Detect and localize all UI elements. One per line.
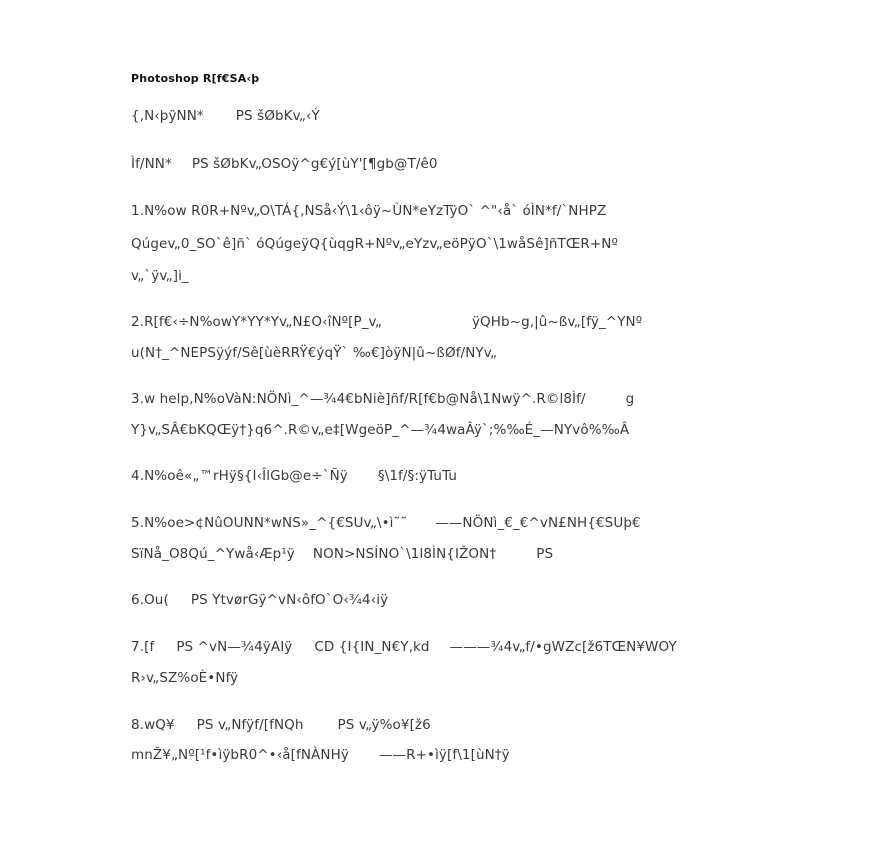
text-span: PS v„Nfÿf/[fNQh xyxy=(196,717,304,733)
text-span: ÿQHb~g‚|û~ßv„[fÿ_^YNº xyxy=(471,314,643,330)
text-span: 2.R[f€‹÷N%owY*YY*Yv„N£O‹îNº[P_v„ xyxy=(131,314,382,330)
text-span: ———¾4v„f/•gWZc[ž6TŒN¥WOY xyxy=(449,639,677,655)
document-title: Photoshop R[f€SA‹þ xyxy=(131,72,260,85)
text-span: PS YtvørGÿ^vN‹ôfO`O‹¾4‹iÿ xyxy=(190,592,389,608)
text-span: SïNå_O8Qú_^Ywå‹Æp¹ÿ xyxy=(131,546,295,562)
text-span: 4.N%oê«„™rHÿ§{I‹ÎlGb@e÷`Ñÿ xyxy=(131,468,348,484)
paragraph-1-line-1: 1.N%ow R0R+Nºv„O\TÁ{,NSå‹Ý\1‹ôÿ~ÙN*eYzTÿO` ^"‹å` óÌN*f/`NHPZ xyxy=(131,203,607,219)
paragraph-intro-1 xyxy=(131,108,320,124)
text-span: ——R+•ìÿ[f\1[ùN†ÿ xyxy=(378,747,510,763)
paragraph-8-line-1 xyxy=(131,717,431,733)
paragraph-1-line-2: Qúgev„0_SO`ê]ñ` óQúgeÿQ{ùqgR+Nºv„eYzv„eöPÿO`\1wåSê]ñTŒR+Nº xyxy=(131,236,618,252)
paragraph-5-line-2 xyxy=(131,546,553,562)
text-span: Ìf/NN* xyxy=(131,156,172,172)
text-span: 3.w help,N%oVàN:NÖNì_^—¾4€bNiè]ñf/R[f€b@Nå\1Nwÿ^.R©l8Ìf/ xyxy=(131,391,586,407)
paragraph-intro-2 xyxy=(131,156,438,172)
paragraph-5-line-1 xyxy=(131,515,641,531)
paragraph-7-line-2: R›v„SZ%oÈ•Nfÿ xyxy=(131,670,239,686)
paragraph-1-line-3: v„`ÿv„]i_ xyxy=(131,268,189,284)
paragraph-4-line-1 xyxy=(131,468,457,484)
text-span: PS ^vN—¾4ÿAIÿ xyxy=(176,639,293,655)
paragraph-3-line-2: Y}v„SÂ€bKQŒÿ†}q6^.R©v„e‡[WgeöP_^—¾4waÂÿ`;%‰É_—NYvô%‰Â xyxy=(131,422,630,438)
text-span: ——NÖNì_€_€^vN£NH{€SUþ€ xyxy=(435,515,641,531)
text-span: 8.wQ¥ xyxy=(131,717,175,733)
text-span: CD {I{IN_N€Y‚kd xyxy=(314,639,430,655)
paragraph-3-line-1 xyxy=(131,391,634,407)
paragraph-2-line-1 xyxy=(131,314,642,330)
paragraph-7-line-1 xyxy=(131,639,677,655)
text-span: PS v„ÿ%o¥[ž6 xyxy=(337,717,431,733)
text-span: §\1f/§:ÿTuTu xyxy=(377,468,458,484)
text-span: PS xyxy=(536,546,554,562)
text-span: PS šØbKv„OSOÿ^g€ý[ùY'[¶gb@T/ê0 xyxy=(191,156,438,172)
text-span: g xyxy=(625,391,635,407)
text-span: NON>NSÍNO`\1l8ÌN{IŽON† xyxy=(312,546,497,562)
text-span: {,N‹þÿNN* xyxy=(131,108,204,124)
text-span: 7.[f xyxy=(131,639,155,655)
text-span: PS šØbKv„‹Ý xyxy=(235,108,320,124)
paragraph-6-line-1 xyxy=(131,592,388,608)
paragraph-2-line-2: u(N†_^NEPSÿýf/Sê[ùèRRŸ€ýqŸ` ‰€]òÿN|û~ßØf/NYv„ xyxy=(131,345,498,361)
text-span: mnŽ¥„Nº[¹f•ìÿbR0^•‹å[fNÀNHÿ xyxy=(131,747,349,763)
paragraph-8-line-2 xyxy=(131,747,510,763)
text-span: 5.N%oe>¢NûOUNN*wNS»_^{€SUv„\•ì˜˜ xyxy=(131,515,408,531)
text-span: 6.Ou( xyxy=(131,592,169,608)
